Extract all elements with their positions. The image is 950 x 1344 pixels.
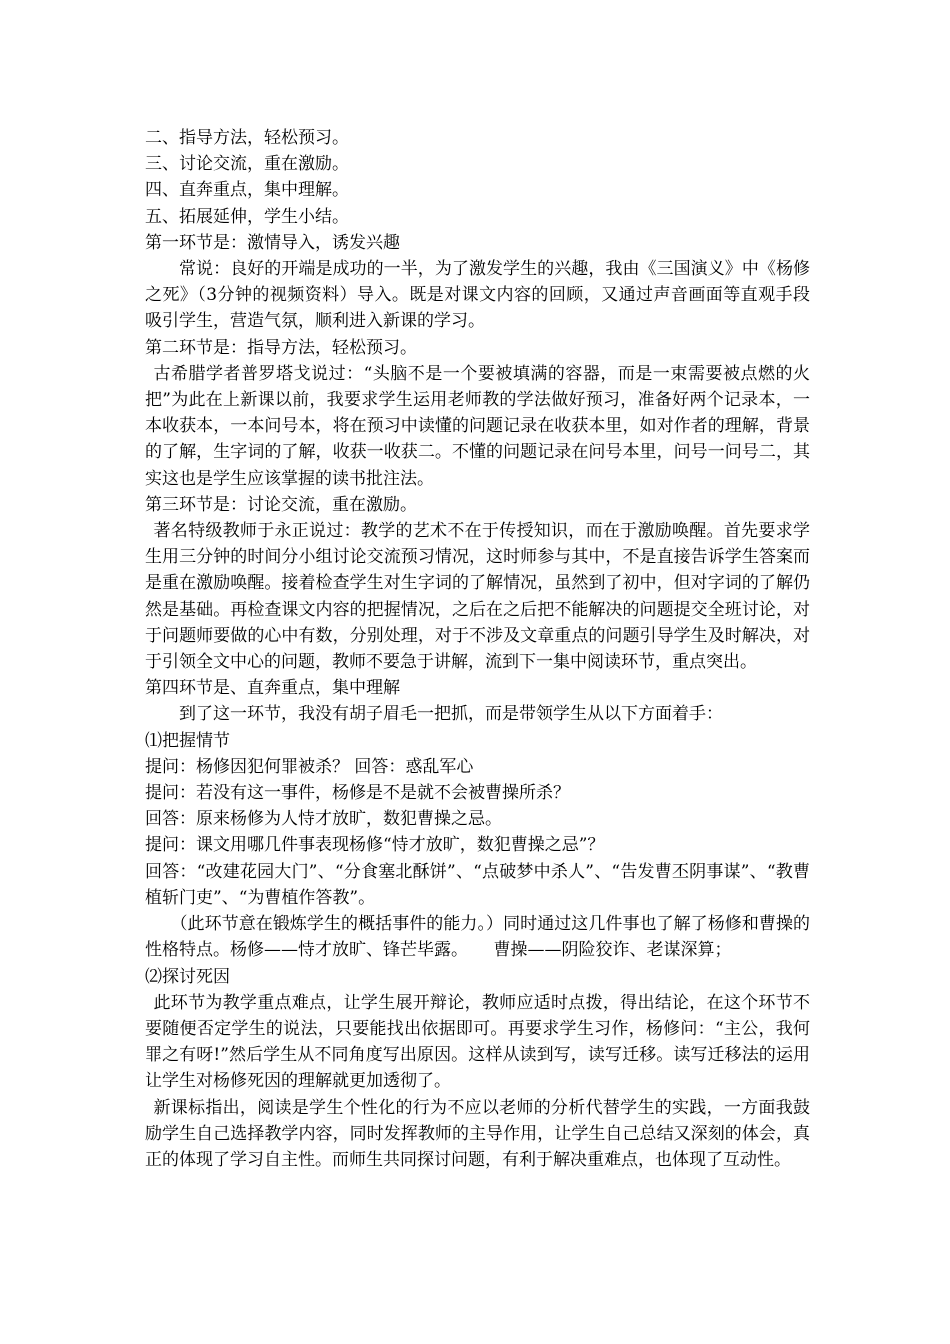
paragraph-preview: 古希腊学者普罗塔戈说过：“头脑不是一个要被填满的容器，而是一束需要被点燃的火把”为此在上新课以前，我要求学生运用老师教的学法做好预习，准备好两个记录本，一本收获本，一本问号本，将在预习中读懂的问题记录在收获本里，如对作者的理解，背景的了解，生字词的了解，收获一收获二。不懂的问题记录在问号本里，问号一问号二，其实这也是学生应该掌握的读书批注法。 (145, 363, 810, 489)
outline-item-2: 二、指导方法，轻松预习。 (145, 128, 349, 148)
qa-line-5: 回答：“改建花园大门”、“分食塞北酥饼”、“点破梦中杀人”、“告发曹丕阴事谋”、“教曹植斩门吏”、“为曹植作答教”。 (145, 861, 810, 908)
qa-line-4: 提问：课文用哪几件事表现杨修“恃才放旷，数犯曹操之忌”？ (145, 835, 605, 856)
paragraph-standard: 新课标指出，阅读是学生个性化的行为不应以老师的分析代替学生的实践，一方面我鼓励学生自己选择教学内容，同时发挥教师的主导作用，让学生自己总结又深刻的体会，真正的体现了学习自主性。而师生共同探讨问题，有利于解决重难点，也体现了互动性。 (145, 1097, 810, 1170)
outline-item-5: 五、拓展延伸，学生小结。 (145, 206, 349, 227)
document-body (145, 125, 810, 1173)
subsection-heading-1: ⑴把握情节 (145, 730, 230, 751)
section-heading-4: 第四环节是、直奔重点，集中理解 (145, 678, 400, 699)
qa-line-3: 回答：原来杨修为人恃才放旷，数犯曹操之忌。 (145, 809, 502, 830)
paragraph-cause: 此环节为教学重点难点，让学生展开辩论，教师应适时点拨，得出结论，在这个环节不要随便否定学生的说法，只要能找出依据即可。再要求学生习作，杨修问：“主公，我何罪之有呀!”然后学生从不同角度写出原因。这样从读到写，读写迁移。读写迁移法的运用让学生对杨修死因的理解就更加透彻了。 (145, 992, 810, 1092)
section-heading-1: 第一环节是：激情导入，诱发兴趣 (145, 232, 400, 253)
paragraph-summary: （此环节意在锻炼学生的概括事件的能力。）同时通过这几件事也了解了杨修和曹操的性格特点。杨修——恃才放旷、锋芒毕露。 曹操——阴险狡诈、老谋深算； (145, 914, 810, 961)
section-heading-3: 第三环节是：讨论交流，重在激励。 (145, 494, 417, 515)
subsection-heading-2: ⑵探讨死因 (145, 966, 230, 987)
qa-line-1: 提问：杨修因犯何罪被杀？ 回答：惑乱军心 (145, 756, 474, 777)
paragraph-focus: 到了这一环节，我没有胡子眉毛一把抓，而是带领学生从以下方面着手： (179, 704, 723, 725)
paragraph-discussion: 著名特级教师于永正说过：教学的艺术不在于传授知识，而在于激励唤醒。首先要求学生用三分钟的时间分小组讨论交流预习情况，这时师参与其中，不是直接告诉学生答案而是重在激励唤醒。接着检查学生对生字词的了解情况，虽然到了初中，但对字词的了解仍然是基础。再检查课文内容的把握情况，之后在之后把不能解决的问题提交全班讨论，对于问题师要做的心中有数，分别处理，对于不涉及文章重点的问题引导学生及时解决，对于引领全文中心的问题，教师不要急于讲解，流到下一集中阅读环节，重点突出。 (145, 521, 810, 673)
qa-line-2: 提问：若没有这一事件，杨修是不是就不会被曹操所杀？ (145, 783, 570, 804)
section-heading-2: 第二环节是：指导方法，轻松预习。 (145, 337, 417, 358)
outline-item-4: 四、直奔重点，集中理解。 (145, 180, 349, 201)
paragraph-intro: 常说：良好的开端是成功的一半，为了激发学生的兴趣，我由《三国演义》中《杨修之死》（3分钟的视频资料）导入。既是对课文内容的回顾，又通过声音画面等直观手段吸引学生，营造气氛，顺利进入新课的学习。 (145, 259, 810, 332)
outline-item-3: 三、讨论交流，重在激励。 (145, 154, 349, 175)
